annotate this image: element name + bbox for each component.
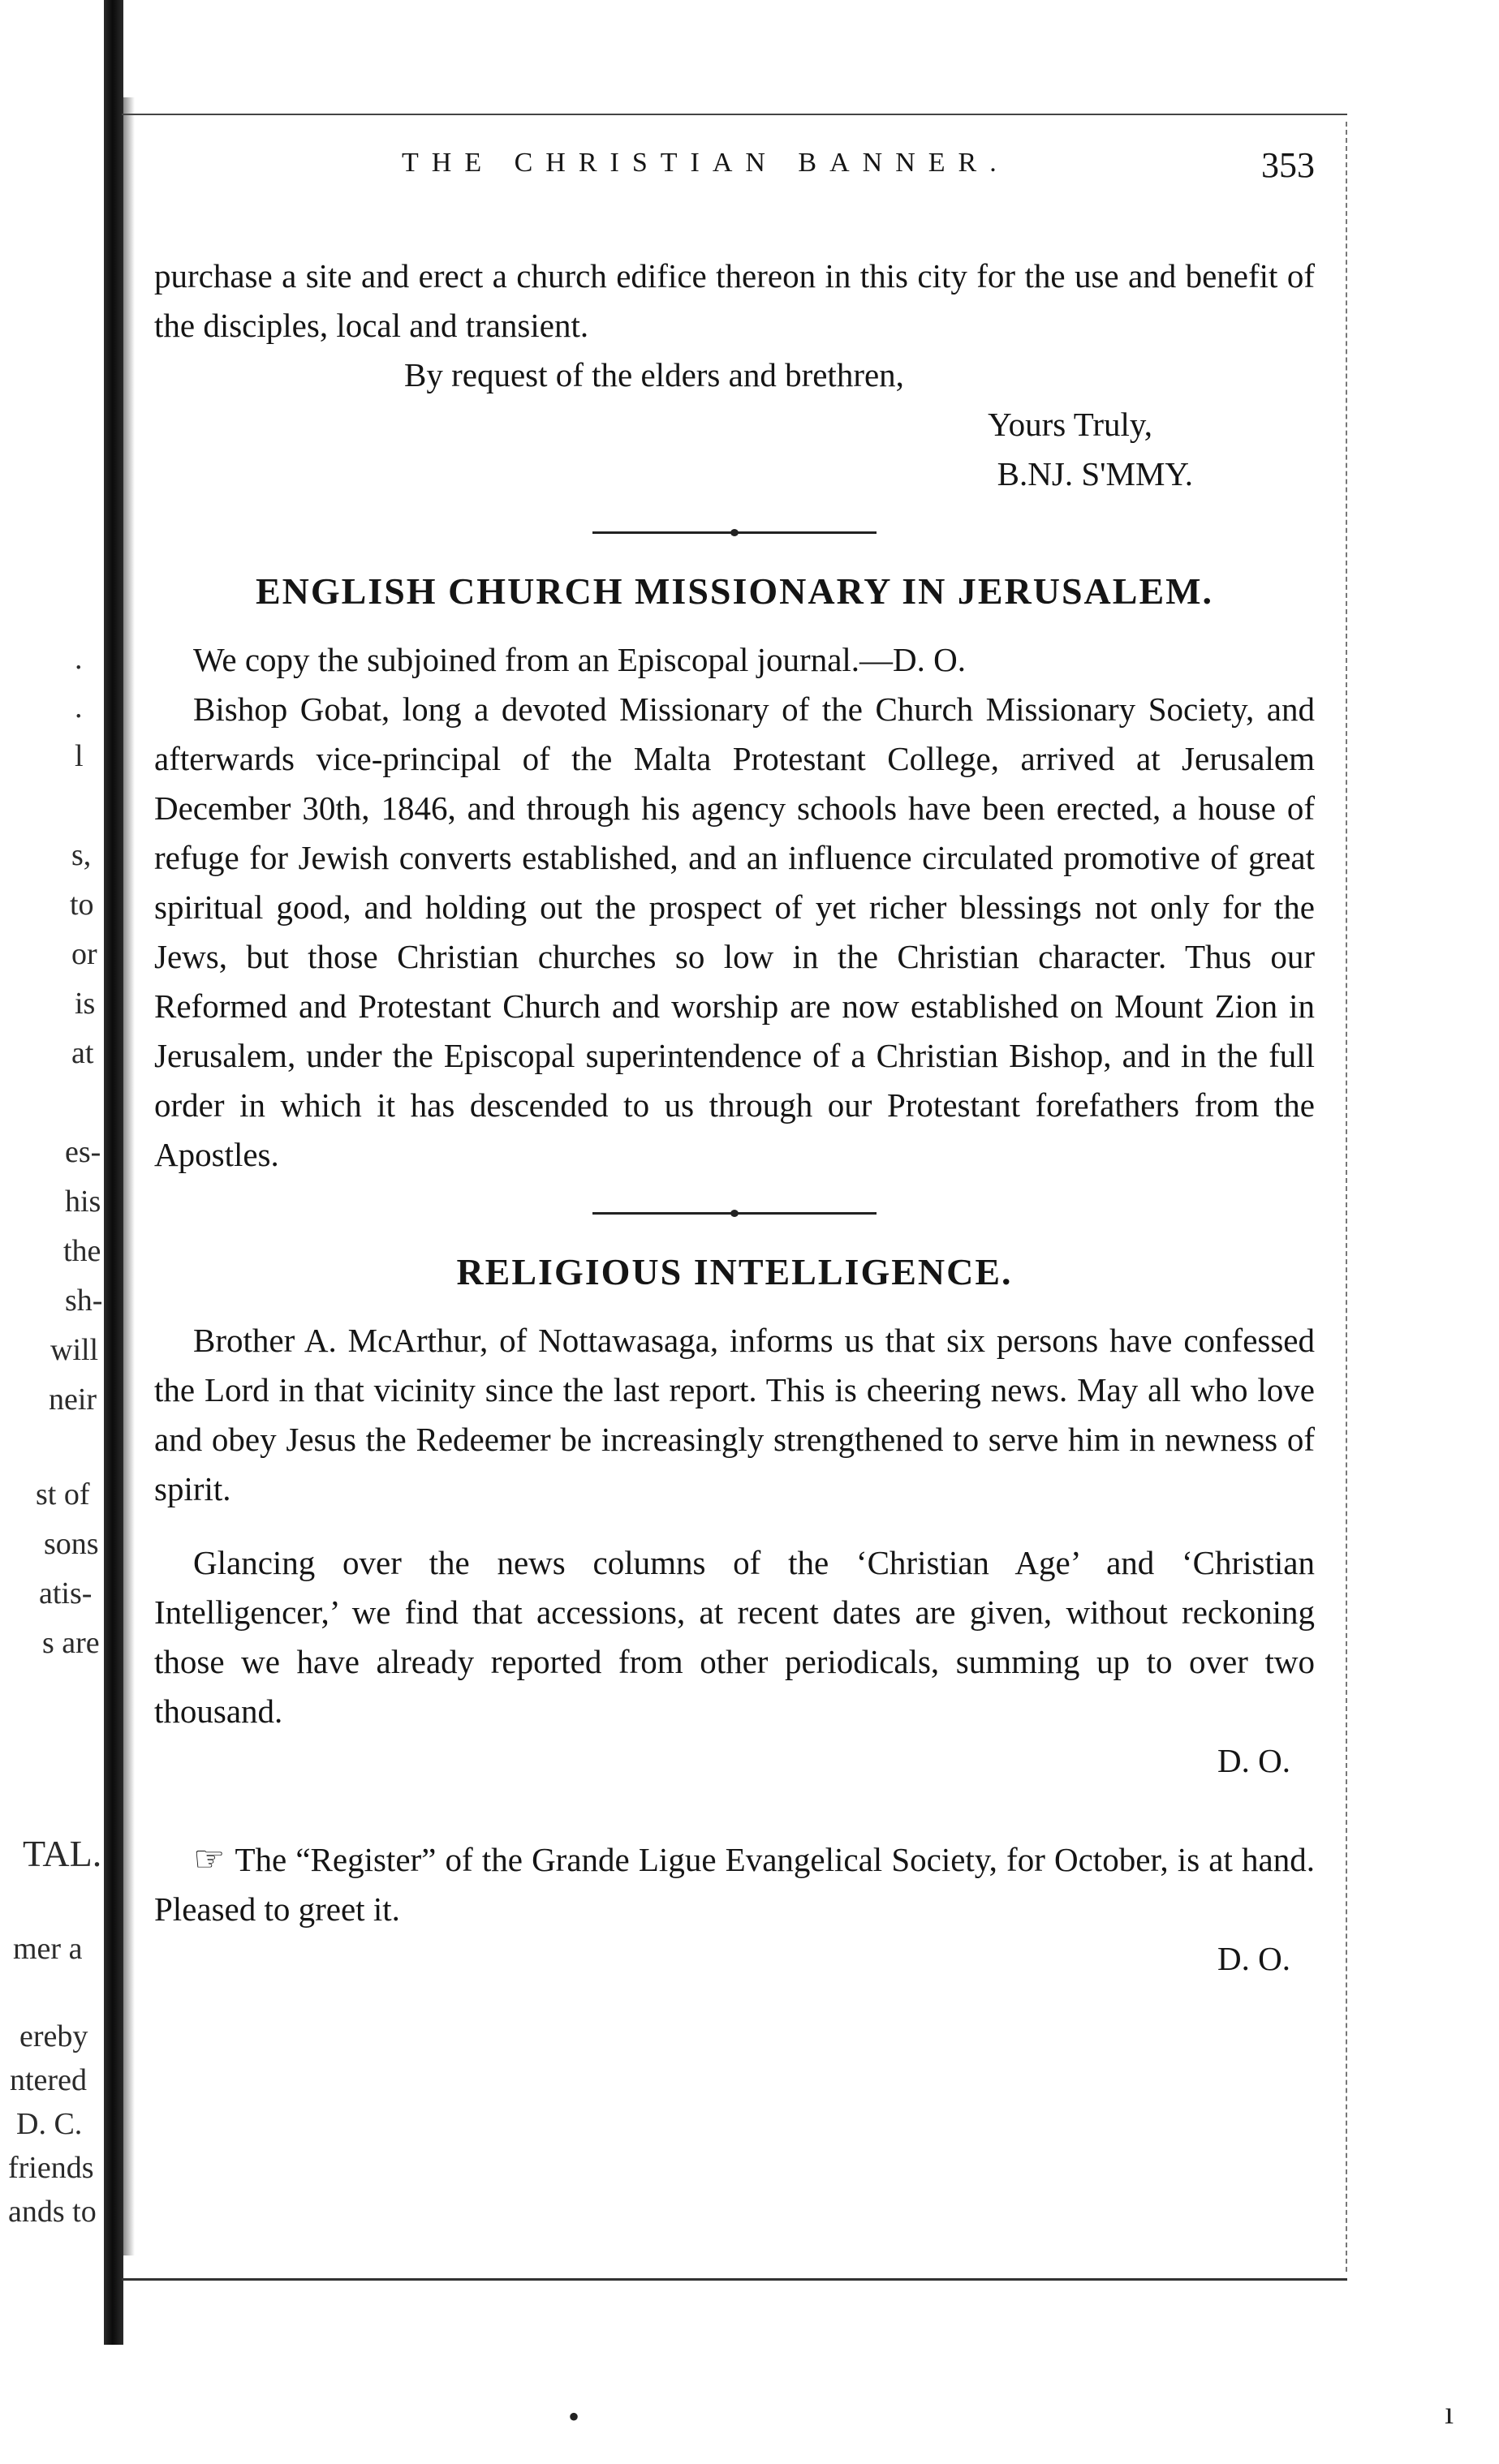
- book-spine-shadow: [104, 0, 123, 2345]
- bleed-fragment: his: [65, 1185, 101, 1219]
- ink-speck: •: [568, 2398, 580, 2435]
- pointing-hand-icon: ☞: [193, 1839, 226, 1879]
- bleed-fragment: ereby: [19, 2019, 88, 2053]
- bleed-fragment: friends: [8, 2151, 94, 2185]
- bleed-fragment: sh-: [65, 1284, 103, 1318]
- news-paragraph-register: [154, 1834, 1315, 1934]
- signature-do: D. O.: [1217, 1742, 1290, 1779]
- bleed-fragment: at: [71, 1036, 94, 1070]
- page-text: [154, 252, 1315, 1984]
- news-paragraph-mcarthur: Brother A. McArthur, of Nottawasaga, informs us that six persons have confessed the Lord in that vicinity since the last report. This is cheering news. May all who love and obey Jesus the Redeemer be increasingly strengthened to serve him in newness of spirit.: [154, 1322, 1315, 1507]
- bleed-fragment: or: [71, 937, 97, 971]
- register-text: The “Register” of the Grande Ligue Evangelical Society, for October, is at hand. Pleased to greet it.: [154, 1841, 1315, 1928]
- section-divider: [592, 1212, 877, 1215]
- page-header: [154, 144, 1315, 193]
- bleed-fragment: will: [50, 1333, 99, 1367]
- facing-page-bleed: [0, 0, 104, 2345]
- running-head: THE CHRISTIAN BANNER.: [402, 148, 1010, 178]
- letter-text: purchase a site and erect a church edifice thereon in this city for the use and benefit of the disciples, local and transient.: [154, 257, 1315, 344]
- signature-do: D. O.: [1217, 1940, 1290, 1977]
- bleed-fragment: TAL.: [23, 1833, 102, 1874]
- bleed-fragment: sons: [44, 1527, 99, 1561]
- bleed-fragment: the: [63, 1234, 101, 1268]
- bleed-fragment: D. C.: [16, 2107, 83, 2141]
- section-heading-religious-intelligence: RELIGIOUS INTELLIGENCE.: [456, 1251, 1013, 1292]
- ink-speck: ı: [1445, 2394, 1454, 2431]
- bleed-fragment: s are: [42, 1626, 100, 1660]
- page-top-rule: [122, 114, 1347, 115]
- bleed-fragment: atis-: [39, 1576, 93, 1610]
- news-paragraph-accessions: Glancing over the news columns of the ‘Christian Age’ and ‘Christian Intelligencer,’ we find that accessions, at recent dates are given, without reckoning those we have already reported from other periodicals, summing up to over two thousand.: [154, 1544, 1315, 1730]
- gutter-shadow: [123, 97, 135, 2255]
- section-divider: [592, 531, 877, 534]
- bleed-fragment: mer a: [13, 1932, 83, 1966]
- section-intro: We copy the subjoined from an Episcopal journal.—D. O.: [193, 641, 967, 678]
- bleed-fragment: st of: [36, 1477, 90, 1512]
- page-number: 353: [1261, 145, 1315, 185]
- section-body-jerusalem: Bishop Gobat, long a devoted Missionary of the Church Missionary Society, and afterwards vice-principal of the Malta Protestant College, arrived at Jerusalem December 30th, 1846, and through his agency schools have been erected, a house of refuge for Jewish converts established, and an influence circulated promotive of great spiritual good, and holding out the prospect of yet richer blessings not only for the Jews, but those Christian churches so low in the Christian character. Thus our Reformed and Protestant Church and worship are now established on Mount Zion in Jerusalem, under the Episcopal superintendence of a Christian Bishop, and in the full order in which it has descended to us through our Protestant forefathers from the Apostles.: [154, 690, 1315, 1173]
- bleed-fragment: es-: [65, 1135, 101, 1169]
- letter-request: By request of the elders and brethren,: [404, 356, 904, 393]
- bleed-fragment: .: [75, 642, 83, 676]
- bleed-fragment: l: [75, 739, 84, 773]
- bleed-fragment: .: [75, 690, 83, 725]
- section-heading-jerusalem: ENGLISH CHURCH MISSIONARY IN JERUSALEM.: [255, 570, 1214, 612]
- bleed-fragment: s,: [71, 838, 92, 872]
- bleed-fragment: ntered: [10, 2063, 87, 2097]
- bleed-fragment: to: [70, 888, 94, 922]
- letter-closing: Yours Truly,: [988, 406, 1152, 443]
- letter-signature: B.NJ. S'MMY.: [997, 455, 1193, 492]
- bleed-fragment: neir: [49, 1383, 97, 1417]
- page-bottom-rule: [122, 2278, 1347, 2281]
- bleed-fragment: ands to: [8, 2195, 97, 2229]
- bleed-fragment: is: [75, 987, 96, 1021]
- page-right-edge: [1346, 122, 1347, 2272]
